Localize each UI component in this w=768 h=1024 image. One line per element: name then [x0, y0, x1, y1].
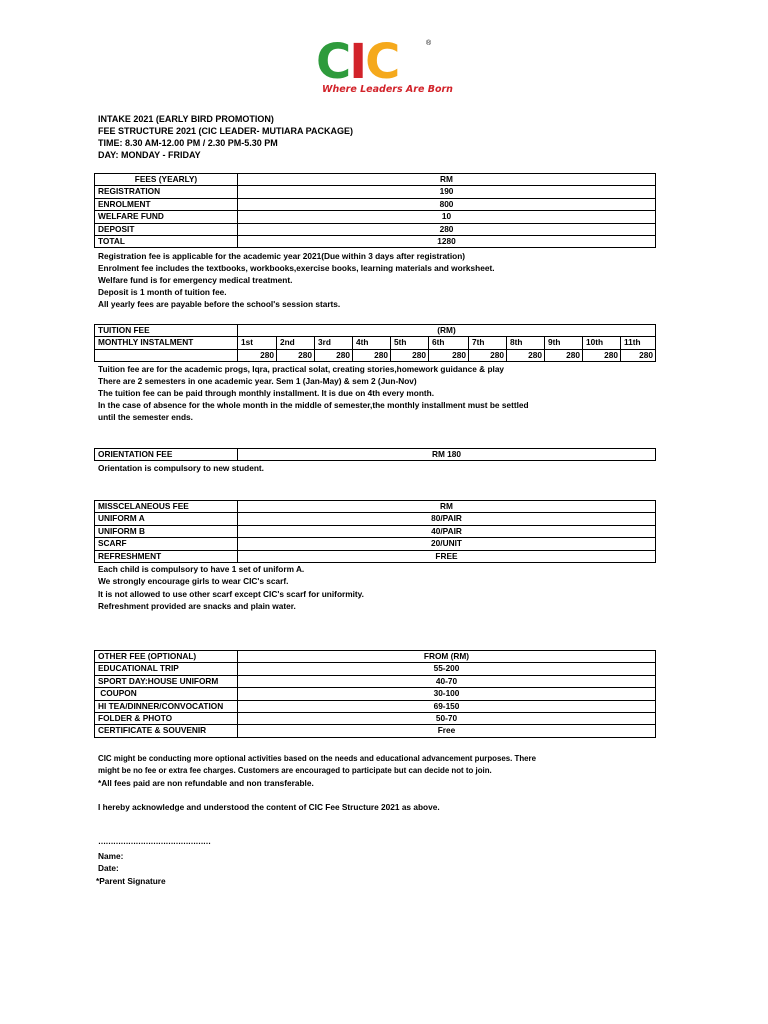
month-label: 5th [391, 337, 429, 349]
instalment-label: MONTHLY INSTALMENT [95, 337, 238, 349]
name-field-label: Name: [98, 851, 124, 861]
logo-letter-c1: C [316, 34, 350, 90]
cic-logo [316, 34, 453, 100]
logo-letter-i: I [349, 34, 366, 90]
fee-name: UNIFORM B [95, 525, 238, 537]
fee-amount: 50-70 [238, 713, 656, 725]
table-row [95, 538, 656, 550]
parent-signature-label: *Parent Signature [96, 876, 166, 886]
month-label: 7th [469, 337, 507, 349]
month-amount: 280 [469, 349, 507, 361]
fee-name: ENROLMENT [95, 198, 238, 210]
yearly-note: All yearly fees are payable before the school's session starts. [98, 299, 341, 309]
header-cell: MISSCELANEOUS FEE [95, 501, 238, 513]
fee-name: TOTAL [95, 236, 238, 248]
footer-note: might be no fee or extra fee charges. Customers are encouraged to participate but can decide not to join. [98, 766, 492, 775]
fee-amount: Free [238, 725, 656, 737]
orientation-note: Orientation is compulsory to new student. [98, 463, 264, 473]
table-row [95, 236, 656, 248]
table-row [95, 525, 656, 537]
logo-letter-c2: C [365, 34, 399, 90]
yearly-note: Registration fee is applicable for the academic year 2021(Due within 3 days after registration) [98, 251, 466, 261]
yearly-note: Deposit is 1 month of tuition fee. [98, 287, 227, 297]
fee-name: REGISTRATION [95, 186, 238, 198]
month-label: 8th [507, 337, 545, 349]
fee-name: FOLDER & PHOTO [95, 713, 238, 725]
table-row [95, 349, 656, 361]
fee-amount: 69-150 [238, 700, 656, 712]
fee-name: UNIFORM A [95, 513, 238, 525]
fee-amount: 10 [238, 211, 656, 223]
fee-structure-title: FEE STRUCTURE 2021 (CIC LEADER- MUTIARA PACKAGE) [98, 126, 354, 136]
month-amount: 280 [507, 349, 545, 361]
header-cell: RM [238, 501, 656, 513]
month-label: 1st [238, 337, 277, 349]
fee-name: SCARF [95, 538, 238, 550]
fee-amount: FREE [238, 550, 656, 562]
month-amount: 280 [353, 349, 391, 361]
table-row [95, 211, 656, 223]
header-cell: RM [238, 174, 656, 186]
footer-note: *All fees paid are non refundable and non transferable. [98, 778, 314, 788]
signature-line: ……………………………………… [98, 837, 211, 846]
table-row [95, 675, 656, 687]
month-amount: 280 [621, 349, 656, 361]
orientation-value: RM 180 [238, 449, 656, 461]
fee-amount: 280 [238, 223, 656, 235]
logo-tagline: Where Leaders Are Born [322, 84, 453, 95]
fee-amount: 80/PAIR [238, 513, 656, 525]
fee-amount: 55-200 [238, 663, 656, 675]
misc-fee-table [94, 500, 656, 563]
table-row [95, 449, 656, 461]
day-line: DAY: MONDAY - FRIDAY [98, 150, 201, 160]
table-row [95, 725, 656, 737]
month-label: 6th [429, 337, 469, 349]
footer-note: CIC might be conducting more optional activities based on the needs and educational advancement purposes. There [98, 754, 537, 763]
table-row [95, 513, 656, 525]
header-cell: FROM (RM) [238, 651, 656, 663]
month-label: 11th [621, 337, 656, 349]
month-amount: 280 [583, 349, 621, 361]
table-header-row [95, 501, 656, 513]
tuition-label: TUITION FEE [95, 325, 238, 337]
fee-amount: 1280 [238, 236, 656, 248]
table-row [95, 713, 656, 725]
empty-cell [95, 349, 238, 361]
tuition-note: The tuition fee can be paid through monthly installment. It is due on 4th every month. [98, 388, 435, 398]
month-label: 2nd [277, 337, 315, 349]
date-field-label: Date: [98, 863, 119, 873]
orientation-label: ORIENTATION FEE [95, 449, 238, 461]
tuition-note: There are 2 semesters in one academic year. Sem 1 (Jan-May) & sem 2 (Jun-Nov) [98, 376, 417, 386]
fee-amount: 40-70 [238, 675, 656, 687]
tuition-unit: (RM) [238, 325, 656, 337]
fee-name: COUPON [95, 688, 238, 700]
fee-amount: 800 [238, 198, 656, 210]
misc-note: Refreshment provided are snacks and plain water. [98, 601, 296, 611]
yearly-note: Enrolment fee includes the textbooks, workbooks,exercise books, learning materials and worksheet. [98, 263, 495, 273]
misc-note: It is not allowed to use other scarf except CIC's scarf for uniformity. [98, 589, 364, 599]
month-label: 4th [353, 337, 391, 349]
header-cell: FEES (YEARLY) [95, 174, 238, 186]
month-label: 9th [545, 337, 583, 349]
registered-mark: ® [426, 40, 432, 47]
acknowledgement: I hereby acknowledge and understood the content of CIC Fee Structure 2021 as above. [98, 802, 440, 812]
table-row [95, 688, 656, 700]
fee-amount: 40/PAIR [238, 525, 656, 537]
month-label: 3rd [315, 337, 353, 349]
tuition-note: In the case of absence for the whole month in the middle of semester,the monthly installment must be settled [98, 400, 529, 410]
fee-name: CERTIFICATE & SOUVENIR [95, 725, 238, 737]
fee-amount: 190 [238, 186, 656, 198]
table-row [95, 337, 656, 349]
month-amount: 280 [277, 349, 315, 361]
table-row [95, 700, 656, 712]
time-line: TIME: 8.30 AM-12.00 PM / 2.30 PM-5.30 PM [98, 138, 278, 148]
fee-name: EDUCATIONAL TRIP [95, 663, 238, 675]
month-amount: 280 [429, 349, 469, 361]
table-header-row [95, 325, 656, 337]
misc-note: Each child is compulsory to have 1 set of uniform A. [98, 564, 305, 574]
month-label: 10th [583, 337, 621, 349]
month-amount: 280 [391, 349, 429, 361]
table-header-row [95, 174, 656, 186]
fee-name: HI TEA/DINNER/CONVOCATION [95, 700, 238, 712]
yearly-fees-table [94, 173, 656, 248]
fee-amount: 30-100 [238, 688, 656, 700]
month-amount: 280 [545, 349, 583, 361]
month-amount: 280 [315, 349, 353, 361]
table-row [95, 550, 656, 562]
tuition-note: until the semester ends. [98, 412, 193, 422]
other-fee-table [94, 650, 656, 738]
tuition-fee-table [94, 324, 656, 362]
orientation-fee-table [94, 448, 656, 461]
fee-name: WELFARE FUND [95, 211, 238, 223]
logo-wordmark [316, 34, 399, 90]
misc-note: We strongly encourage girls to wear CIC's scarf. [98, 576, 289, 586]
table-row [95, 186, 656, 198]
table-row [95, 223, 656, 235]
fee-name: REFRESHMENT [95, 550, 238, 562]
month-amount: 280 [238, 349, 277, 361]
yearly-note: Welfare fund is for emergency medical treatment. [98, 275, 293, 285]
table-row [95, 663, 656, 675]
table-header-row [95, 651, 656, 663]
fee-name: DEPOSIT [95, 223, 238, 235]
fee-amount: 20/UNIT [238, 538, 656, 550]
fee-name: SPORT DAY:HOUSE UNIFORM [95, 675, 238, 687]
tuition-note: Tuition fee are for the academic progs, Iqra, practical solat, creating stories,homework guidance & play [98, 364, 505, 374]
intake-title: INTAKE 2021 (EARLY BIRD PROMOTION) [98, 114, 274, 124]
table-row [95, 198, 656, 210]
header-cell: OTHER FEE (OPTIONAL) [95, 651, 238, 663]
